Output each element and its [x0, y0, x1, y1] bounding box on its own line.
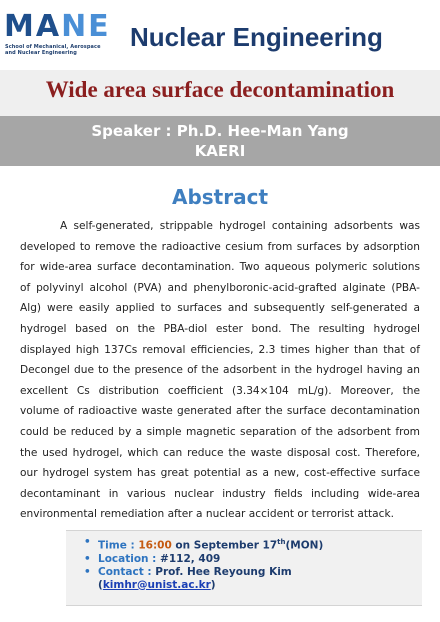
- date-day: (MON): [285, 539, 324, 552]
- contact-label: Contact :: [98, 565, 156, 578]
- logo-subtitle-line-2: and Nuclear Engineering: [5, 50, 77, 56]
- location-value: #112, 409: [160, 552, 221, 565]
- logo-subtitle-line-1: School of Mechanical, Aerospace: [5, 44, 101, 50]
- logo-wordmark-part: MA: [4, 9, 62, 44]
- email-close-paren: ): [210, 578, 216, 591]
- speaker-name: Speaker : Ph.D. Hee-Man Yang: [91, 122, 349, 140]
- date-text: on September 17: [171, 539, 278, 552]
- info-contact: [84, 566, 323, 579]
- time-value: 16:00: [138, 539, 172, 552]
- info-email: [84, 579, 323, 592]
- email-open-paren: (: [98, 578, 103, 591]
- bullet-icon: •: [84, 565, 91, 578]
- mane-logo: [4, 10, 116, 62]
- bullet-icon: •: [84, 536, 91, 548]
- seminar-title: Wide area surface decontamination: [45, 77, 395, 102]
- speaker-band: [0, 116, 440, 166]
- time-label: Time :: [98, 539, 139, 552]
- logo-wordmark-accent: NE: [61, 9, 111, 44]
- abstract-body: [20, 216, 420, 525]
- bullet-icon: •: [84, 552, 91, 565]
- info-time: [84, 536, 323, 553]
- abstract-heading: Abstract: [171, 185, 269, 209]
- info-list: [84, 536, 323, 592]
- department-title: Nuclear Engineering: [130, 22, 383, 52]
- contact-name: Prof. Hee Reyoung Kim: [155, 565, 292, 578]
- abstract-text: A self-generated, strippable hydrogel containing adsorbents was developed to remove the radioactive cesium from surfaces by adsorption for wide-area surface decontamination. Two aqueous polymeric solutions of polyvinyl alcohol (PVA) and phenylboronic-acid-grafted alginate (PBA-Alg) were easily applied to surfaces and subsequently self-generated a hydrogel based on the PBA-diol ester bond. The resulting hydrogel displayed high 137Cs removal efficiencies, 2.3 times higher than that of Decongel due to the presence of the adsorbent in the hydrogel having an excellent Cs distribution coefficient (3.34×104 mL/g). Moreover, the volume of radioactive waste generated after the surface decontamination could be reduced by a simple magnetic separation of the adsorbent from the used hydrogel, which can reduce the waste disposal cost. Therefore, our hydrogel system has great potential as a new, cost-effective surface decontaminant in various nuclear industry fields including wide-area environmental remediation after a nuclear accident or terrorist attack.: [20, 220, 420, 521]
- location-label: Location :: [98, 552, 161, 565]
- info-box: [66, 530, 422, 606]
- info-location: [84, 553, 323, 566]
- logo-wordmark: [4, 10, 111, 44]
- logo-subtitle: [5, 44, 117, 56]
- speaker-affiliation: KAERI: [194, 142, 246, 160]
- header: [0, 0, 440, 70]
- date-suffix: th: [277, 538, 286, 546]
- contact-email-link[interactable]: kimhr@unist.ac.kr: [102, 578, 211, 591]
